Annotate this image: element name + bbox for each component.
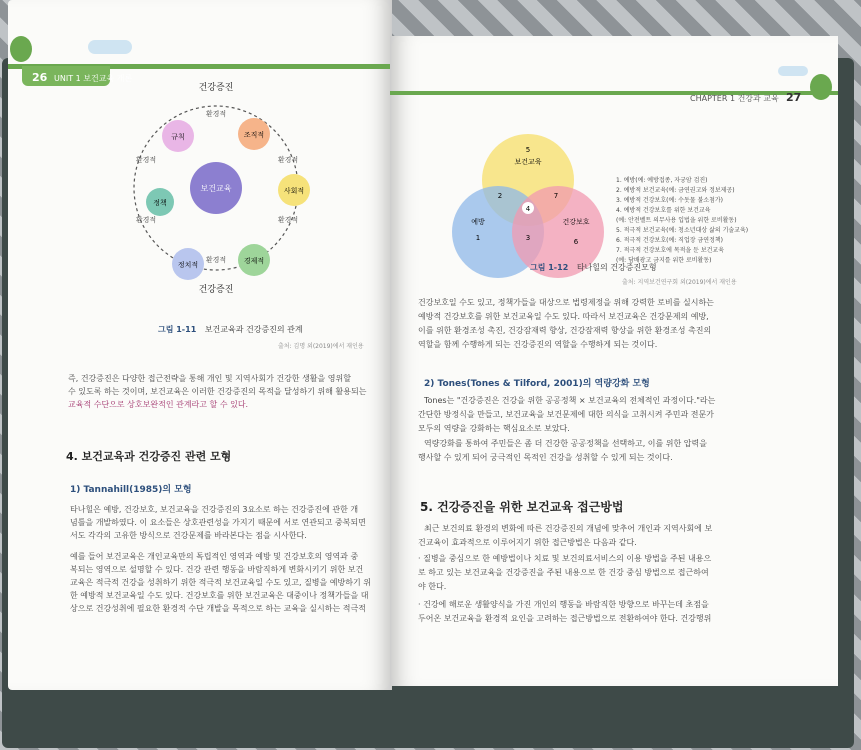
node-label: 정책 [153,199,167,207]
caption-text: 보건교육과 건강증진의 관계 [204,325,303,334]
figure-title-top: 건강증진 [198,83,234,93]
paragraph-line: 예를 들어 보건교육은 개인교육만의 독립적인 영역과 예방 및 건강보호의 영역과 중 [70,552,359,561]
figure-title-bottom: 건강증진 [198,285,234,294]
legend-item: 4. 예방적 건강보호를 위한 보건교육 [616,207,711,214]
paragraph-line: 예방적 건강보호를 위한 보건교육일 수도 있다. 따라서 보건교육은 건강문제의 예방, [418,312,709,321]
paragraph-line: 교육은 적극적 건강을 성취하기 위한 적극적 보건교육일 수도 있고, 질병을 예방하기 위 [70,578,371,587]
legend-item: 2. 예방적 보건교육(예: 금연권고와 정보제공) [616,187,735,194]
ring-label: 환경적 [135,216,157,224]
caption-label: 그림 1-11 [158,325,197,334]
ring-label: 환경적 [205,256,227,264]
page-number-left: 26 [32,71,48,84]
subsection-1-title: 1) Tannahill(1985)의 모형 [70,485,192,495]
venn-number: 1 [475,234,481,242]
ring-label: 환경적 [205,110,227,118]
right-page [390,36,838,686]
health-promotion-figure [116,82,316,294]
left-page [8,0,392,690]
node-label: 사회적 [283,187,305,195]
paragraph-line: 건강보호일 수도 있고, 정책가들을 대상으로 법령제정을 위해 강력한 로비를 실시하는 [418,298,714,307]
ring-label: 환경적 [277,216,299,224]
node-label: 정치적 [177,261,199,269]
venn-number: 2 [497,192,503,200]
paragraph-line: · 질병을 중심으로 한 예방법이나 치료 및 보건의료서비스의 이용 방법을 주된 내용으 [418,554,712,563]
venn-number: 3 [525,234,531,242]
paragraph-line: 복되는 영역으로 설명할 수 있다. 건강 관련 행동을 바람직하게 변화시키기 위한 보건 [70,565,364,574]
paragraph-line: 두어온 보건교육을 환경적 요인을 고려하는 접근방법으로 전환하여야 한다. 건강행위 [418,614,712,623]
venn-number: 6 [573,238,579,246]
node-label: 조직적 [243,131,265,139]
paragraph-line: 수 있도록 하는 것이며, 보건교육은 이러한 건강증진의 목적을 달성하기 위해 활용되는 [68,387,367,396]
ring-label: 환경적 [277,156,299,164]
paragraph-line: · 건강에 해로운 생활양식을 가진 개인의 행동을 바람직한 방향으로 바꾸는데 초점을 [418,600,709,609]
paragraph-line: Tones는 "건강증진은 건강을 위한 공공정책 × 보건교육의 전체적인 과정이다."라는 [424,396,716,405]
venn-number: 7 [553,192,559,200]
venn-label: 건강보호 [562,218,590,226]
paragraph-line: 로 하고 있는 보건교육을 건강증진을 주된 내용으로 한 건강 중심 방법으로 접근하여 [418,568,709,577]
paragraph-line: 모두의 역량을 강화하는 핵심요소로 보았다. [418,424,570,433]
tree-icon [10,36,32,62]
paragraph-line: 간단한 방정식을 만들고, 보건교육을 보건문제에 대한 의식을 고취시켜 주민과 전문가 [418,410,714,419]
caption-text: 타나힐의 건강증진모형 [576,263,657,272]
legend-item: 6. 적극적 건강보호(예: 직업장 금연정책) [616,237,723,244]
subsection-2-title: 2) Tones(Tones & Tilford, 2001)의 역량강화 모형 [424,379,650,389]
legend-item: (예: 담배광고 금지를 위한 로비활동) [616,257,712,264]
legend-item: 1. 예방(예: 예방접종, 자궁암 검진) [616,177,708,184]
section-5-title: 5. 건강증진을 위한 보건교육 접근방법 [420,500,624,514]
venn-number: 4 [525,205,531,213]
paragraph-line: 타나힐은 예방, 건강보호, 보건교육을 건강증진의 3요소로 하는 건강증진에 관한 개 [70,505,359,514]
paragraph-line: 상으로 건강성취에 필요한 환경적 수단 개발을 목적으로 하는 교육을 실시하는 적극적 [70,604,366,613]
paragraph-line: 교육적 수단으로 상호보완적인 관계라고 할 수 있다. [68,400,249,409]
figure-caption [530,262,657,273]
figure-source: 출처: 지역보건연구회 외(2019)에서 재인용 [622,279,737,286]
ring-label: 환경적 [135,156,157,164]
paragraph-line: 한 예방적 보건교육일 수도 있다. 건강보호를 위한 보건교육은 대중이나 정책가들을 대 [70,591,369,600]
cloud-icon [88,40,132,54]
legend-item: 7. 적극적 건강보호에 목적을 둔 보건교육 [616,247,724,254]
center-label: 보건교육 [200,184,232,193]
cloud-icon [778,66,808,76]
paragraph-line: 건교육이 효과적으로 이루어지기 위한 접근방법은 다음과 같다. [418,538,637,547]
paragraph-line: 최근 보건의료 환경의 변화에 따른 건강증진의 개념에 맞추어 개인과 지역사회에 보 [424,524,713,533]
paragraph-line: 이를 위한 환경조성 촉진, 건강잠재력 향상, 건강잠재력 향상을 위한 환경조성 촉진의 [418,326,712,335]
caption-label: 그림 1-12 [530,263,569,272]
paragraph-line: 역할을 함께 수행하게 되는 건강증진의 역할을 수행하게 되는 것이다. [418,340,658,349]
venn-label: 예방 [471,218,485,226]
paragraph-line: 야 한다. [418,582,447,591]
venn-label: 보건교육 [514,158,542,166]
legend-item: (예: 안전벨트 의무사용 입법을 위한 로비활동) [616,217,737,224]
section-4-title: 4. 보건교육과 건강증진 관련 모형 [66,450,232,463]
page-number-right: 27 [786,91,802,104]
node-label: 규칙 [171,133,185,141]
figure-source: 출처: 김명 외(2019)에서 재인용 [278,343,364,350]
paragraph-line: 행사할 수 있게 되어 궁극적인 목적인 건강을 성취할 수 있게 되는 것이다. [418,453,673,462]
node-label: 경제적 [243,257,265,265]
paragraph-line: 서도 각각의 고유한 방식으로 건강문제를 바라본다는 점을 시사한다. [70,531,307,540]
tree-icon [810,74,832,100]
legend-item: 5. 적극적 보건교육(예: 청소년대상 삶의 기술교육) [616,227,749,234]
unit-label: UNIT 1 보건교육 개론 [54,74,133,83]
paragraph-line: 역량강화를 통하여 주민들은 좀 더 건강한 공공정책을 선택하고, 이를 위한 압력을 [424,439,707,448]
paragraph-line: 념틀을 개발하였다. 이 요소들은 상호관련성을 가지기 때문에 서로 연관되고 중복되면 [70,518,366,527]
venn-number: 5 [525,146,531,154]
paragraph-line: 즉, 건강증진은 다양한 접근전략을 통해 개인 및 지역사회가 건강한 생활을 영위할 [68,374,351,383]
chapter-label: CHAPTER 1 건강과 교육 [690,94,779,103]
figure-caption [158,324,303,335]
legend-item: 3. 예방적 건강보호(예: 수돗물 불소첨가) [616,197,723,204]
